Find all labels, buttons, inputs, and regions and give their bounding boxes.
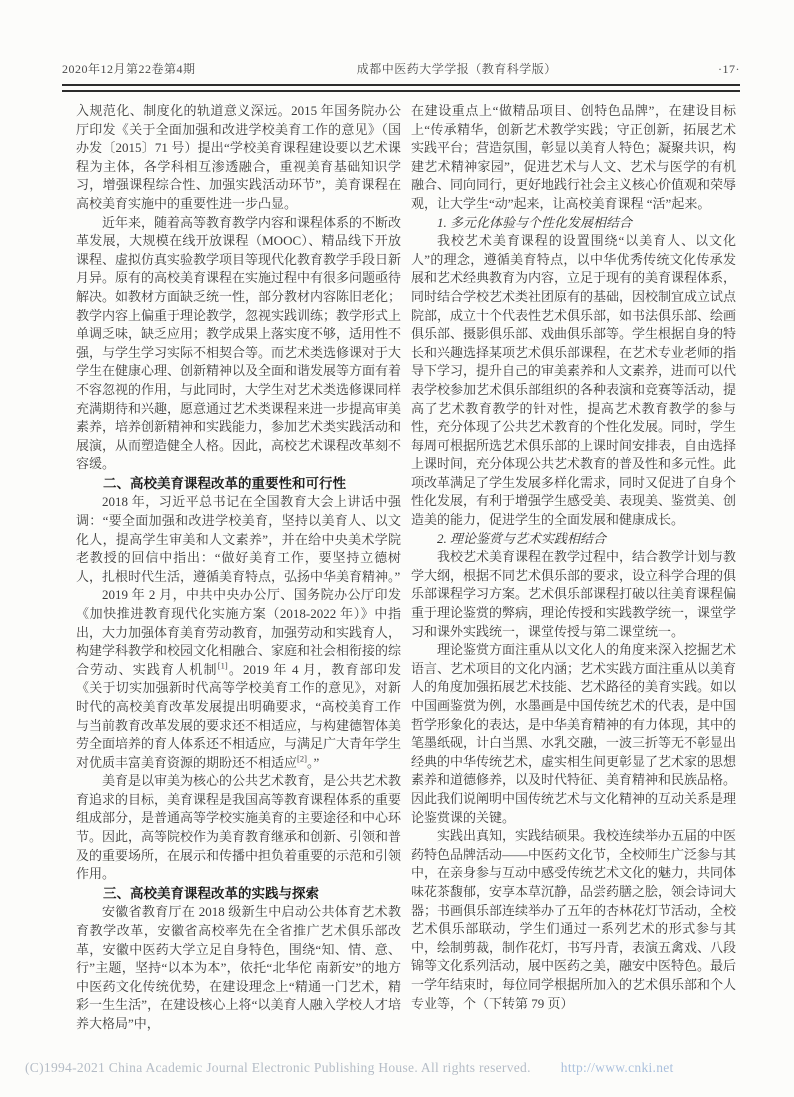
subsection-heading-1: 1. 多元化体验与个性化发展相结合 <box>437 214 633 230</box>
header-page-number: ·17· <box>718 62 740 76</box>
paragraph: 我校艺术美育课程在教学过程中，结合教学计划与教学大纲，根据不同艺术俱乐部的要求，设立科学合理的俱乐部课程学习方案。艺术俱乐部课程打破以往美育课程偏重于理论鉴赏的弊病，理论传授和实践教学统一，课堂学习和课外实践统一，课堂传授与第二课堂统一。 <box>411 549 736 639</box>
right-column <box>411 102 736 1058</box>
watermark-copyright-text: (C)1994-2021 China Academic Journal Electronic Publishing House. All rights reserved. <box>25 1060 531 1075</box>
article-body <box>76 102 736 1058</box>
paragraph: 近年来，随着高等教育教学内容和课程体系的不断改革发展，大规模在线开放课程（MOOC）、精品线下开放课程、虚拟仿真实验教学项目等现代化教育教学手段日新月异。原有的高校美育课程在实施过程中有很多问题亟待解决。如教材方面缺乏统一性，部分教材内容陈旧老化；教学内容上偏重于理论教学，忽视实践训练；教学形式上单调乏味，缺乏应用；教学成果上落实度不够，适用性不强，与学生学习实际不相契合等。而艺术类选修课对于大学生在健康心理、创新精神以及全面和谐发展等方面有着不容忽视的作用，与此同时，大学生对艺术类选修课同样充满期待和兴趣，愿意通过艺术类课程来进一步提高审美素养，培养创新精神和实践能力，参加艺术类实践活动和展演，从而塑造健全人格。因此，高校艺术课程改革刻不容缓。 <box>76 214 401 472</box>
section-heading-3: 三、高校美育课程改革的实践与探索 <box>103 885 319 901</box>
paragraph: 2019 年 2 月，中共中央办公厅、国务院办公厅印发《加快推进教育现代化实施方案（2018-2022 年）》中指出，大力加强体育美育劳动教育，加强劳动和实践育人，构建学科教学和校园文化相融合、家庭和社会相衔接的综合劳动、实践育人机制[1]。2019 年 4 月，教育部印发《关于切实加强新时代高等学校美育工作的意见》，对新时代的高校美育改革发展提出明确要求，“高校美育工作与当前教育改革发展的要求还不相适应，与构建德智体美劳全面培养的育人体系还不相适应，与满足广大青年学生对优质丰富美育资源的期盼还不相适应[2]。” <box>76 587 401 770</box>
page-header <box>62 60 740 77</box>
paragraph: 安徽省教育厅在 2018 级新生中启动公共体育艺术教育教学改革，安徽省高校率先在全省推广艺术俱乐部改革，安徽中医药大学立足自身特色，围绕“知、情、意、行”主题，坚持“以本为本”，依托“北华佗 南新安”的地方中医药文化传统优势，在建设理念上“精通一门艺术，精彩一生生活”，在建设核心上将“以美育人融入学校人才培养大格局”中， <box>76 904 401 1031</box>
header-journal-title: 成都中医药大学学报（教育科学版） <box>356 62 557 76</box>
header-issue-info: 2020年12月第22卷第4期 <box>62 62 196 76</box>
subsection-heading-2: 2. 理论鉴赏与艺术实践相结合 <box>437 530 607 546</box>
section-heading-2: 二、高校美育课程改革的重要性和可行性 <box>103 475 346 491</box>
paragraph: 我校艺术美育课程的设置围绕“以美育人、以文化人”的理念，遵循美育特点，以中华优秀传统文化传承发展和艺术经典教育为内容，立足于现有的美育课程体系，同时结合学校艺术类社团原有的基础，因校制宜成立试点院部，成立十个代表性艺术俱乐部，如书法俱乐部、绘画俱乐部、摄影俱乐部、戏曲俱乐部等。学生根据自身的特长和兴趣选择某项艺术俱乐部课程，在艺术专业老师的指导下学习，提升自己的审美素养和人文素养，进而可以代表学校参加艺术俱乐部组织的各种表演和竞赛等活动，提高了艺术教育教学的针对性，提高艺术教育教学的参与性，充分体现了公共艺术教育的个性化发展。同时，学生每周可根据所选艺术俱乐部的上课时间安排表，自由选择上课时间，充分体现公共艺术教育的普及性和多元性。此项改革满足了学生发展多样化需求，同时又促进了自身个性化发展，有利于增强学生感受美、表现美、鉴赏美、创造美的能力，促进学生的全面发展和健康成长。 <box>411 233 736 528</box>
continued-paragraph: 入规范化、制度化的轨道意义深远。2015 年国务院办公厅印发《关于全面加强和改进学校美育工作的意见》（国办发〔2015〕71 号）提出“学校美育课程建设要以艺术课程为主体，各学科相互渗透融合，重视美育基础知识学习，增强课程综合性、加强实践活动环节”，美育课程在高校美育实施中的重要性进一步凸显。 <box>76 103 401 211</box>
paragraph: 美育是以审美为核心的公共艺术教育，是公共艺术教育追求的目标，美育课程是我国高等教育课程体系的重要组成部分，是普通高等学校实施美育的主要途径和中心环节。因此，高等院校作为美育教育继承和创新、引领和普及的重要场所，在展示和传播中担负着重要的示范和引领作用。 <box>76 773 401 882</box>
watermark-url: http://www.cnki.net <box>560 1060 674 1075</box>
paragraph: 实践出真知，实践结硕果。我校连续举办五届的中医药特色品牌活动——中医药文化节，全校师生广泛参与其中，在亲身参与互动中感受传统艺术文化的魅力，共同体味花茶馥郁，安享本草沉静，品尝药膳之脍，领会诗词大器；书画俱乐部连续举办了五年的杏林花灯节活动，全校艺术俱乐部联动，学生们通过一系列艺术的形式参与其中，绘制剪裁，制作花灯，书写丹青，表演五禽戏、八段锦等文化系列活动，展中医药之美，融安中医特色。最后一学年结束时，每位同学根据所加入的艺术俱乐部和个人专业等，个（下转第 79 页） <box>411 828 736 1011</box>
cnki-watermark <box>25 1060 774 1076</box>
paragraph: 2018 年，习近平总书记在全国教育大会上讲话中强调：“要全面加强和改进学校美育，坚持以美育人、以文化人，提高学生审美和人文素养”，并在给中央美术学院老教授的回信中指出：“做好美育工作，要坚持立德树人，扎根时代生活，遵循美育特点，弘扬中华美育精神。” <box>76 494 401 584</box>
continued-paragraph: 在建设重点上“做精品项目、创特色品牌”，在建设目标上“传承精华，创新艺术教学实践；守正创新，拓展艺术实践平台；营造氛围，彰显以美育人特色；凝聚共识，构建艺术精神家园”，促进艺术与人文、艺术与医学的有机融合、同向同行，更好地践行社会主义核心价值观和荣辱观，让大学生“动”起来，让高校美育课程 “活”起来。 <box>411 103 736 211</box>
left-column <box>76 102 401 1058</box>
paragraph: 理论鉴赏方面注重从以文化人的角度来深入挖掘艺术语言、艺术项目的文化内涵；艺术实践方面注重从以美育人的角度加强拓展艺术技能、艺术路径的美育实践。如以中国画鉴赏为例，水墨画是中国传统艺术的代表，是中国哲学形象化的表达，是中华美育精神的有力体现，其中的笔墨纸砚，计白当黑、水乳交融，一波三折等无不彰显出经典的中华传统艺术，虚实相生间更彰显了艺术家的思想素养和道德修养，以及时代特征、美育精神和民族品格。因此我们说阐明中国传统艺术与文化精神的互动关系是理论鉴赏课的关键。 <box>411 642 736 825</box>
header-double-rule <box>62 84 740 92</box>
